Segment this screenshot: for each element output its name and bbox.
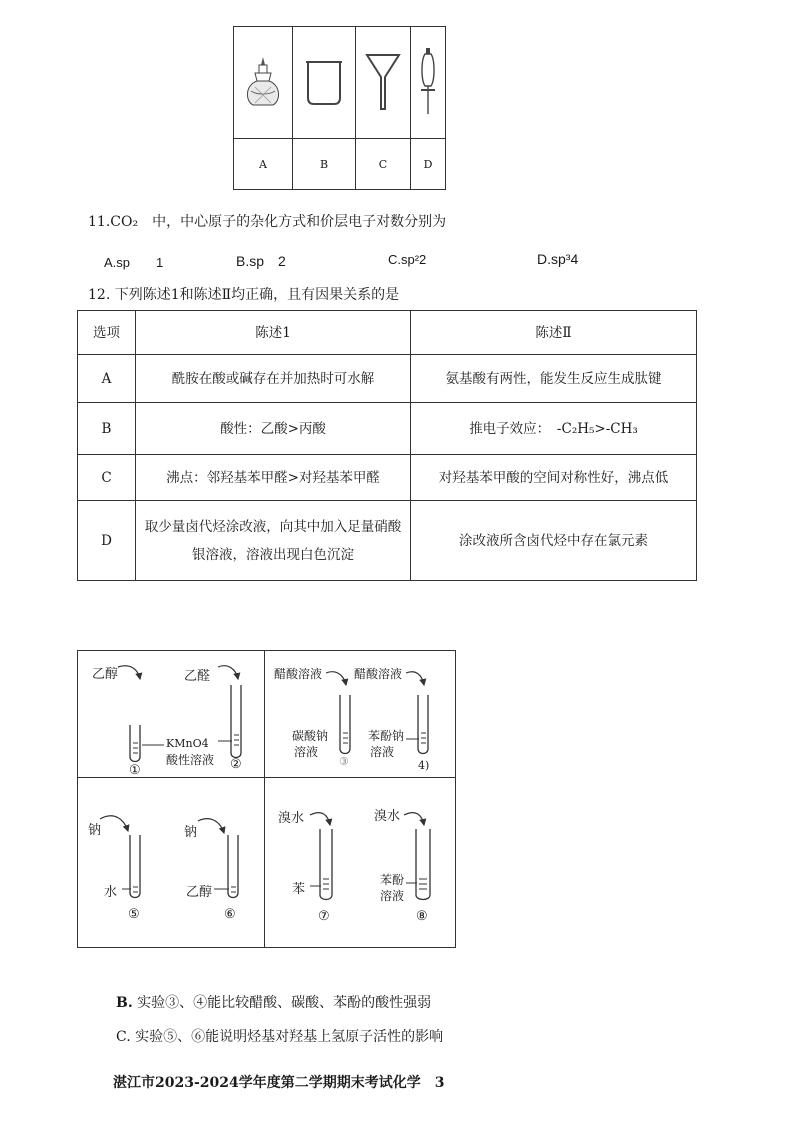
exp8-reagent-label: 溴水	[374, 809, 401, 824]
apparatus-label-b: B	[293, 139, 356, 190]
q11-stem: 11.CO₂ 中，中心原子的杂化方式和价层电子对数分别为	[88, 214, 447, 230]
exp8-number: ⑧	[416, 909, 428, 924]
exp7-number: ⑦	[318, 909, 330, 924]
option-b	[116, 992, 431, 1012]
exp3-number: ③	[339, 755, 349, 768]
exp1-reagent-label: 乙醇	[92, 667, 119, 682]
experiments-figure	[77, 650, 456, 948]
exp4-number: 4)	[418, 759, 430, 772]
exp5-number: ⑤	[128, 907, 140, 922]
separatory-funnel-icon	[415, 46, 441, 116]
option-b-text: 实验③、④能比较醋酸、碳酸、苯酚的酸性强弱	[137, 995, 432, 1011]
q11-option-a: A.sp 1	[104, 255, 164, 270]
apparatus-label-a: A	[234, 139, 293, 190]
apparatus-label-c: C	[356, 139, 411, 190]
exp6-solution-label: 乙醇	[186, 885, 213, 900]
exp7-solution-label: 苯	[292, 882, 306, 897]
apparatus-cell-a	[234, 27, 293, 139]
exp12-solution-formula: KMnO4	[166, 737, 209, 750]
option-c: C. 实验⑤、⑥能说明烃基对羟基上氢原子活性的影响	[116, 1029, 444, 1045]
apparatus-table	[233, 26, 446, 190]
q12-header-statement2: 陈述Ⅱ	[411, 311, 697, 355]
exp2-number: ②	[230, 757, 242, 772]
exp12-solution-label: 酸性溶液	[166, 753, 215, 767]
q11-option-c: C.sp²2	[388, 252, 427, 267]
exp1-number: ①	[129, 763, 141, 778]
exp4-reagent-label: 醋酸溶液	[354, 667, 403, 681]
page-footer: 湛江市2023-2024学年度第二学期期末考试化学 3	[113, 1075, 445, 1091]
q12-row-a-statement1: 酰胺在酸或碱存在并加热时可水解	[136, 355, 411, 403]
q12-row-b-statement2: 推电子效应： -C₂H₅>-CH₃	[411, 403, 697, 455]
q12-row-b-label: B	[78, 403, 136, 455]
q12-row-d-statement1: 取少量卤代烃涂改液，向其中加入足量硝酸银溶液，溶液出现白色沉淀	[136, 501, 411, 581]
exp5-solution-label: 水	[104, 885, 118, 900]
exp3-solution-label-1: 碳酸钠	[292, 729, 329, 743]
funnel-icon	[363, 49, 403, 113]
q12-table	[77, 310, 697, 581]
exp3-solution-label-2: 溶液	[294, 745, 319, 759]
exp8-solution-label-1: 苯酚	[380, 873, 405, 887]
q12-row-d-statement2: 涂改液所含卤代烃中存在氯元素	[411, 501, 697, 581]
q12-row-b-statement1: 酸性：乙酸>丙酸	[136, 403, 411, 455]
q12-header-statement1: 陈述1	[136, 311, 411, 355]
q12-row-c-statement1: 沸点：邻羟基苯甲醛>对羟基苯甲醛	[136, 455, 411, 501]
apparatus-cell-b	[293, 27, 356, 139]
apparatus-label-d: D	[411, 139, 446, 190]
exp4-solution-label-2: 溶液	[370, 745, 395, 759]
q12-row-c-statement2: 对羟基苯甲酸的空间对称性好，沸点低	[411, 455, 697, 501]
q12-stem: 12. 下列陈述1和陈述Ⅱ均正确，且有因果关系的是	[88, 287, 400, 303]
alcohol-lamp-icon	[241, 51, 285, 111]
exp8-solution-label-2: 溶液	[380, 889, 405, 903]
q12-row-c-label: C	[78, 455, 136, 501]
q12-row-d-label: D	[78, 501, 136, 581]
exp7-reagent-label: 溴水	[278, 811, 305, 826]
exp4-solution-label-1: 苯酚钠	[368, 729, 405, 743]
q11-option-d: D.sp³4	[537, 251, 579, 267]
apparatus-cell-c	[356, 27, 411, 139]
beaker-icon	[302, 56, 346, 106]
q12-row-a-label: A	[78, 355, 136, 403]
q12-row-a-statement2: 氨基酸有两性，能发生反应生成肽键	[411, 355, 697, 403]
exp3-reagent-label: 醋酸溶液	[274, 667, 323, 681]
q12-header-option: 选项	[78, 311, 136, 355]
q11-option-b: B.sp 2	[236, 253, 286, 269]
exp2-reagent-label: 乙醛	[184, 669, 211, 684]
exp6-number: ⑥	[224, 907, 236, 922]
option-b-label: B.	[116, 995, 133, 1011]
exp5-reagent-label: 钠	[88, 823, 102, 838]
apparatus-cell-d	[411, 27, 446, 139]
exp6-reagent-label: 钠	[184, 825, 198, 840]
